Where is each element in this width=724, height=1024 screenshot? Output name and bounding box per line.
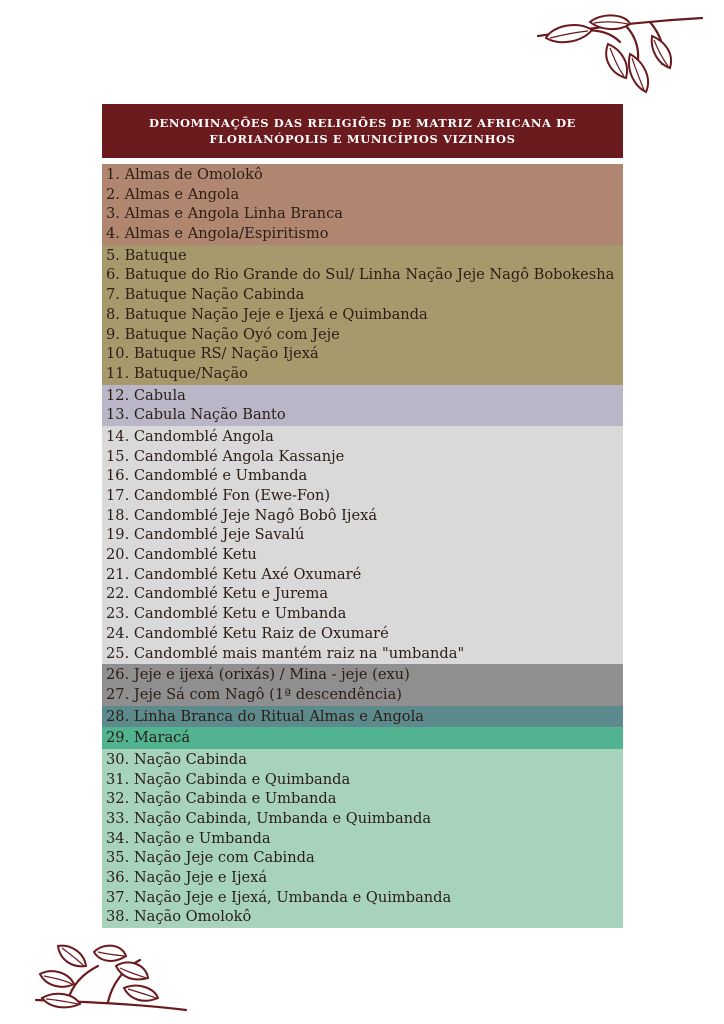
list-item: 35. Nação Jeje com Cabinda bbox=[106, 849, 315, 867]
list-item: 27. Jeje Sá com Nagô (1ª descendência) bbox=[106, 685, 402, 703]
group-almas bbox=[102, 164, 623, 245]
religions-table bbox=[102, 104, 623, 928]
list-item: 5. Batuque bbox=[106, 246, 187, 264]
list-item: 22. Candomblé Ketu e Jurema bbox=[106, 585, 329, 603]
list-item: 12. Cabula bbox=[106, 386, 186, 404]
list-item: 20. Candomblé Ketu bbox=[106, 546, 257, 564]
group-batuque bbox=[102, 245, 623, 385]
table-header bbox=[102, 104, 623, 158]
list-item: 10. Batuque RS/ Nação Ijexá bbox=[106, 345, 319, 363]
list-item: 31. Nação Cabinda e Quimbanda bbox=[106, 770, 351, 788]
group-candomble bbox=[102, 426, 623, 664]
list-item: 11. Batuque/Nação bbox=[106, 364, 248, 382]
list-item: 34. Nação e Umbanda bbox=[106, 829, 271, 847]
group-cabula bbox=[102, 385, 623, 426]
leaf-branch-top-icon bbox=[530, 8, 710, 98]
list-item: 30. Nação Cabinda bbox=[106, 750, 247, 768]
group-nacao bbox=[102, 749, 623, 928]
list-item: 1. Almas de Omolokô bbox=[106, 166, 263, 183]
header-line-1: DENOMINAÇÕES DAS RELIGIÕES DE MATRIZ AFRICANA DE bbox=[148, 116, 577, 130]
list-item: 2. Almas e Angola bbox=[106, 185, 240, 203]
list-item: 26. Jeje e ijexá (orixás) / Mina - jeje (exu) bbox=[106, 666, 410, 684]
list-item: 36. Nação Jeje e Ijexá bbox=[106, 869, 268, 887]
leaf-branch-bottom-icon bbox=[28, 938, 193, 1018]
list-item: 7. Batuque Nação Cabinda bbox=[106, 286, 305, 304]
list-item: 6. Batuque do Rio Grande do Sul/ Linha Nação Jeje Nagô Bobokesha bbox=[106, 266, 615, 284]
list-item: 4. Almas e Angola/Espiritismo bbox=[106, 225, 329, 243]
group-jeje bbox=[102, 664, 623, 705]
list-item: 13. Cabula Nação Banto bbox=[106, 406, 286, 424]
list-item: 33. Nação Cabinda, Umbanda e Quimbanda bbox=[106, 810, 432, 827]
group-maraca bbox=[102, 727, 623, 749]
list-item: 21. Candomblé Ketu Axé Oxumaré bbox=[106, 565, 362, 583]
group-linha bbox=[102, 706, 623, 728]
header-line-2: FLORIANÓPOLIS E MUNICÍPIOS VIZINHOS bbox=[209, 132, 516, 146]
list-item: 3. Almas e Angola Linha Branca bbox=[106, 205, 343, 223]
list-item: 14. Candomblé Angola bbox=[106, 427, 274, 445]
list-item: 37. Nação Jeje e Ijexá, Umbanda e Quimbanda bbox=[106, 888, 452, 906]
list-item: 18. Candomblé Jeje Nagô Bobô Ijexá bbox=[106, 506, 378, 524]
list-item: 29. Maracá bbox=[106, 729, 191, 747]
list-item: 8. Batuque Nação Jeje e Ijexá e Quimbanda bbox=[106, 305, 428, 323]
list-item: 9. Batuque Nação Oyó com Jeje bbox=[106, 325, 340, 343]
list-item: 24. Candomblé Ketu Raiz de Oxumaré bbox=[106, 624, 389, 642]
list-item: 17. Candomblé Fon (Ewe-Fon) bbox=[106, 487, 331, 504]
list-item: 19. Candomblé Jeje Savalú bbox=[106, 526, 305, 544]
list-item: 16. Candomblé e Umbanda bbox=[106, 467, 308, 485]
list-item: 28. Linha Branca do Ritual Almas e Angola bbox=[106, 707, 424, 725]
list-item: 23. Candomblé Ketu e Umbanda bbox=[106, 605, 347, 623]
list-item: 25. Candomblé mais mantém raiz na "umbanda" bbox=[106, 644, 465, 662]
list-item: 15. Candomblé Angola Kassanje bbox=[106, 447, 345, 465]
list-item: 32. Nação Cabinda e Umbanda bbox=[106, 790, 337, 808]
list-item: 38. Nação Omolokô bbox=[106, 908, 252, 926]
